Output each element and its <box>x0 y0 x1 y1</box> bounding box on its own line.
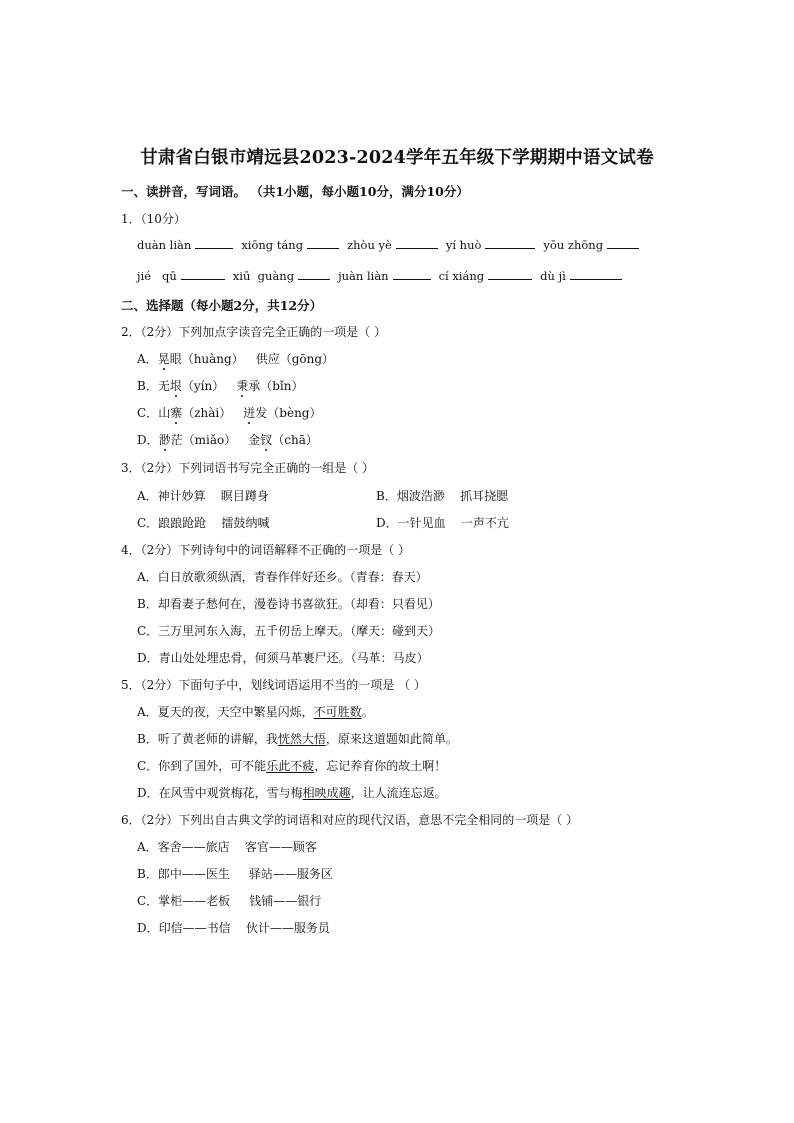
pinyin-row-2 <box>137 269 630 283</box>
option-letter: D． <box>137 433 159 447</box>
pinyin-text: yōu zhōng <box>543 238 604 252</box>
q6-option-c[interactable]: C．掌柜——老板 钱铺——银行 <box>137 894 322 908</box>
pinyin-item <box>137 269 225 283</box>
question-5-stem: 5．（2分）下面句子中，划线词语运用不当的一项是 （ ） <box>121 678 426 692</box>
answer-blank[interactable] <box>298 278 330 280</box>
q3-option-b[interactable]: B．烟波浩渺 抓耳挠腮 <box>376 489 509 503</box>
answer-blank[interactable] <box>393 278 431 280</box>
pinyin-item <box>338 269 431 283</box>
q3-option-a[interactable]: A．神计妙算 瞑目蹲身 <box>137 489 269 503</box>
option-text: 无 <box>157 379 170 393</box>
q2-option-b[interactable] <box>137 377 303 394</box>
pinyin-text: duàn liàn <box>137 238 192 252</box>
pinyin-text: xiū guàng <box>232 269 295 283</box>
q4-option-c[interactable]: C．三万里河东入海，五千仞岳上摩天。（摩天：碰到天） <box>137 624 441 638</box>
answer-blank[interactable] <box>570 278 622 280</box>
question-6-stem: 6．（2分）下列出自古典文学的词语和对应的现代汉语，意思不完全相同的一项是（ ） <box>121 813 579 827</box>
question-4-stem: 4．（2分）下列诗句中的词语解释不正确的一项是（ ） <box>121 543 411 557</box>
pinyin-item <box>540 269 622 283</box>
q4-option-d[interactable]: D．青山处处埋忠骨，何须马革裹尸还。（马革：马皮） <box>137 651 429 665</box>
q6-option-b[interactable]: B．郎中——医生 驿站——服务区 <box>137 867 333 881</box>
q4-option-a[interactable]: A．白日放歌须纵酒，青春作伴好还乡。（青春：春天） <box>137 570 428 584</box>
pinyin-item <box>137 238 233 252</box>
q5-option-a[interactable] <box>137 703 374 720</box>
option-text: B．听了黄老师的讲解，我 <box>137 732 278 746</box>
option-letter: C． <box>137 406 159 420</box>
dotted-char: 垠 <box>169 379 182 393</box>
option-text: 金 <box>248 433 261 447</box>
option-text: 应（gōng） <box>267 352 335 366</box>
pinyin-text: jié qū <box>137 269 177 283</box>
option-letter: B． <box>137 379 158 393</box>
answer-blank[interactable] <box>488 278 532 280</box>
dotted-char: 晃 <box>157 352 170 366</box>
pinyin-item <box>439 269 533 283</box>
option-text: ，忘记养育你的故土啊！ <box>314 759 447 773</box>
option-text: A．夏天的夜，天空中繁星闪烁， <box>137 705 314 719</box>
pinyin-text: xiōng táng <box>241 238 304 252</box>
option-text: （chā） <box>272 433 318 447</box>
q3-option-c[interactable]: C．踉踉跄跄 擂鼓纳喊 <box>137 516 270 530</box>
answer-blank[interactable] <box>181 278 225 280</box>
pinyin-text: juàn liàn <box>338 269 389 283</box>
option-text: D．在风雪中观赏梅花，雪与梅 <box>137 786 303 800</box>
answer-blank[interactable] <box>607 247 639 249</box>
q4-option-b[interactable]: B．却看妻子愁何在，漫卷诗书喜欲狂。（却看：只看见） <box>137 597 440 611</box>
q5-option-d[interactable] <box>137 784 447 801</box>
answer-blank[interactable] <box>396 247 438 249</box>
answer-blank[interactable] <box>195 247 233 249</box>
q5-option-b[interactable] <box>137 730 458 747</box>
q2-option-d[interactable] <box>137 431 318 448</box>
pinyin-row-1 <box>137 238 647 252</box>
dotted-char: 迸 <box>243 406 256 420</box>
q2-option-a[interactable] <box>137 350 334 367</box>
option-text: （zhài） <box>182 406 232 420</box>
question-2-stem: 2．（2分）下列加点字读音完全正确的一项是（ ） <box>121 325 387 339</box>
pinyin-text: yí huò <box>445 238 482 252</box>
dotted-char: 寨 <box>170 406 183 420</box>
option-text: 眼（huàng） <box>169 352 244 366</box>
q2-option-c[interactable] <box>137 404 321 421</box>
option-text: 。 <box>361 705 374 719</box>
option-letter: A． <box>137 352 158 366</box>
section-2-heading: 二、选择题（每小题2分，共12分） <box>121 298 323 313</box>
pinyin-item <box>241 238 339 252</box>
dotted-char: 渺 <box>158 433 171 447</box>
pinyin-text: zhòu yè <box>347 238 392 252</box>
dotted-char: 钗 <box>260 433 273 447</box>
option-text: （yín） <box>181 379 225 393</box>
dotted-char: 秉 <box>236 379 249 393</box>
answer-blank[interactable] <box>307 247 339 249</box>
q6-option-d[interactable]: D．印信——书信 伙计——服务员 <box>137 921 330 935</box>
underlined-phrase: 不可胜数 <box>313 705 362 719</box>
exam-title: 甘肃省白银市靖远县2023-2024学年五年级下学期期中语文试卷 <box>140 148 654 168</box>
q3-option-d[interactable]: D．一针见血 一声不亢 <box>376 516 509 530</box>
option-text: 承（bǐn） <box>248 379 304 393</box>
pinyin-text: cí xiáng <box>438 269 485 283</box>
option-text: ，原来这道题如此简单。 <box>325 732 458 746</box>
underlined-phrase: 恍然大悟 <box>277 732 326 746</box>
pinyin-item <box>233 269 330 283</box>
option-text: 供 <box>255 352 268 366</box>
option-text: C．你到了国外，可不能 <box>137 759 267 773</box>
option-text: 山 <box>158 406 171 420</box>
section-1-heading: 一、读拼音，写词语。 （共1小题，每小题10分，满分10分） <box>121 184 469 199</box>
pinyin-item <box>347 238 438 252</box>
option-text: 发（bèng） <box>255 406 322 420</box>
pinyin-text: dù jì <box>540 269 566 283</box>
option-text: ，让人流连忘返。 <box>350 786 447 800</box>
q5-option-c[interactable] <box>137 757 446 774</box>
question-3-stem: 3．（2分）下列词语书写完全正确的一组是（ ） <box>121 461 375 475</box>
option-text: 茫（miǎo） <box>170 433 237 447</box>
underlined-phrase: 乐此不疲 <box>266 759 315 773</box>
question-1-label: 1．（10分） <box>121 212 186 226</box>
answer-blank[interactable] <box>485 247 535 249</box>
pinyin-item <box>543 238 639 252</box>
underlined-phrase: 相映成趣 <box>302 786 351 800</box>
pinyin-item <box>446 238 536 252</box>
q6-option-a[interactable]: A．客舍——旅店 客官——顾客 <box>137 840 317 854</box>
